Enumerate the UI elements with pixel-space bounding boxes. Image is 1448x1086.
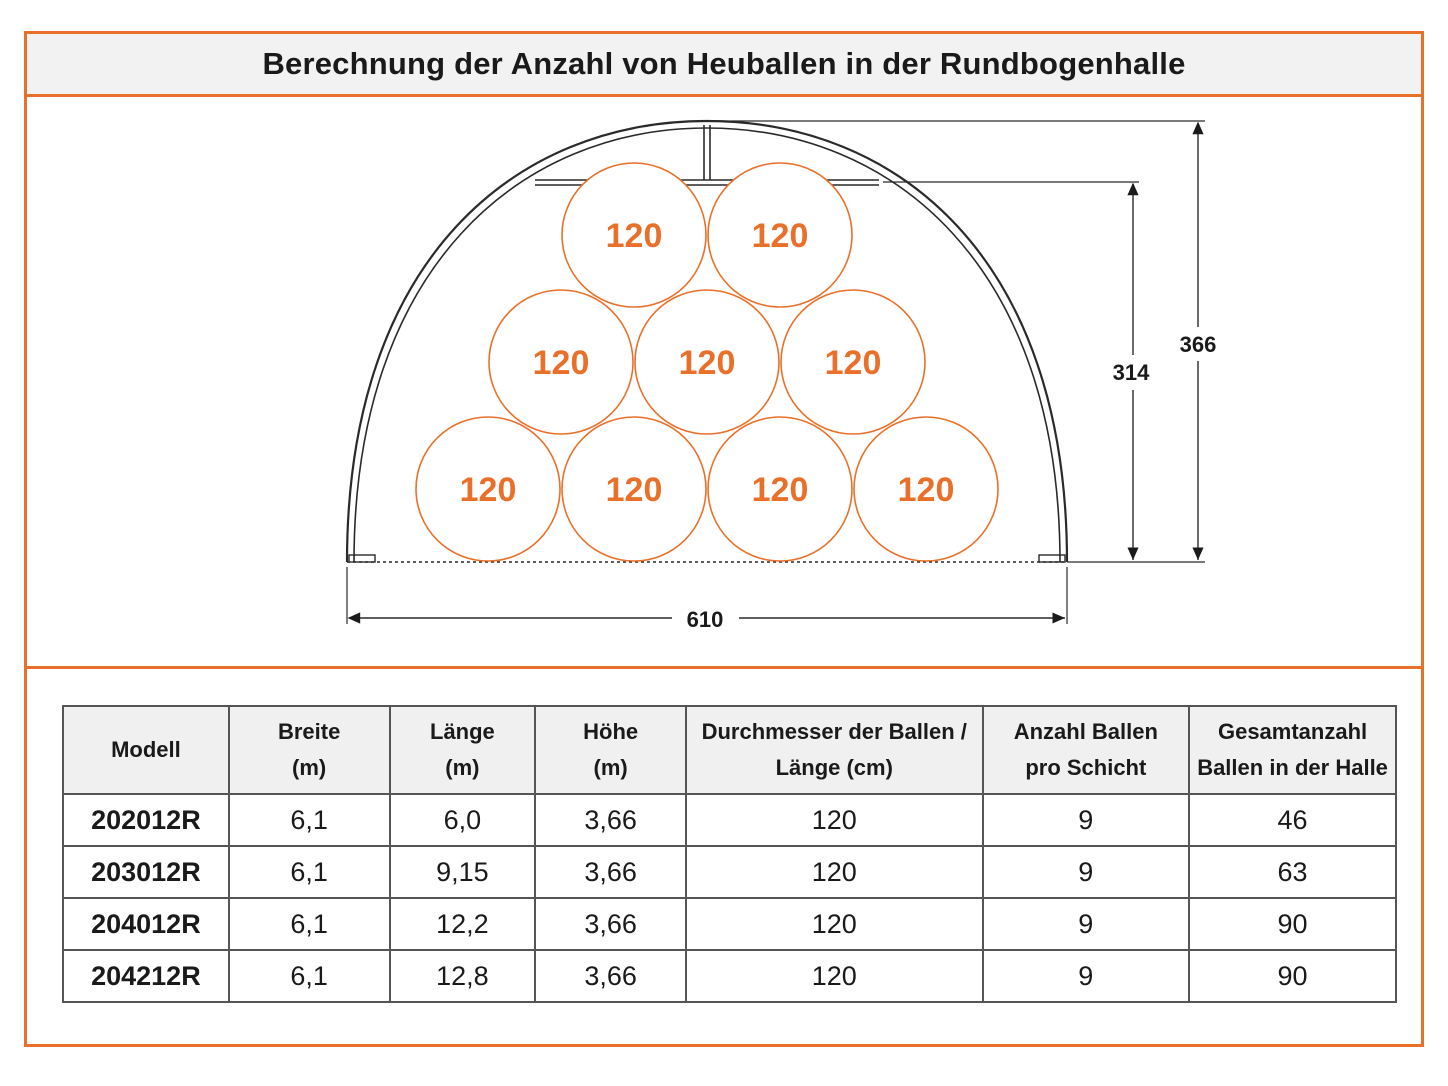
table-header-row <box>63 706 1396 794</box>
column-header-line: Länge <box>430 719 495 744</box>
inner-height-label: 314 <box>1112 360 1150 385</box>
table-cell: 9 <box>983 950 1190 1002</box>
table-cell: 3,66 <box>535 950 686 1002</box>
table-cell: 120 <box>686 846 983 898</box>
column-header-line: Breite <box>277 719 341 744</box>
table-cell: 9,15 <box>390 846 536 898</box>
column-header <box>686 706 983 794</box>
specs-table-wrap <box>62 705 1397 1003</box>
width-label: 610 <box>686 607 724 632</box>
table-cell: 63 <box>1189 846 1396 898</box>
table-row <box>63 898 1396 950</box>
table-cell: 9 <box>983 846 1190 898</box>
column-header <box>535 706 686 794</box>
table-body <box>63 794 1396 1002</box>
table-cell: 12,2 <box>390 898 536 950</box>
column-header-line: Länge (cm) <box>775 755 893 780</box>
column-header-line: (m) <box>292 755 327 780</box>
table-cell: 12,8 <box>390 950 536 1002</box>
bale-diameter-label: 120 <box>459 471 517 509</box>
table-cell: 3,66 <box>535 898 686 950</box>
column-header-line: Gesamtanzahl <box>1217 719 1368 744</box>
bale-diameter-label: 120 <box>824 344 882 382</box>
bale-diameter-label: 120 <box>751 217 809 255</box>
bale-diameter-label: 120 <box>897 471 955 509</box>
model-cell: 203012R <box>63 846 229 898</box>
table-cell: 9 <box>983 794 1190 846</box>
frame <box>24 31 1424 1047</box>
table-row <box>63 846 1396 898</box>
total-height-label: 366 <box>1179 332 1217 357</box>
column-header <box>983 706 1190 794</box>
bale-diameter-label: 120 <box>605 217 663 255</box>
table-cell: 120 <box>686 794 983 846</box>
table-cell: 3,66 <box>535 846 686 898</box>
column-header <box>63 706 229 794</box>
page-title: Berechnung der Anzahl von Heuballen in der Rundbogenhalle <box>262 46 1186 81</box>
table-cell: 6,1 <box>229 898 390 950</box>
table-cell: 6,1 <box>229 846 390 898</box>
bale-group <box>416 163 998 561</box>
title-bar <box>27 34 1421 97</box>
column-header <box>1189 706 1396 794</box>
column-header-line: (m) <box>445 755 480 780</box>
table-cell: 120 <box>686 950 983 1002</box>
column-header <box>229 706 390 794</box>
table-row <box>63 794 1396 846</box>
column-header-line: pro Schicht <box>1025 755 1147 780</box>
column-header-line: Modell <box>111 737 181 762</box>
table-cell: 90 <box>1189 898 1396 950</box>
bale-diameter-label: 120 <box>678 344 736 382</box>
table-cell: 6,1 <box>229 794 390 846</box>
table-cell: 90 <box>1189 950 1396 1002</box>
specs-table <box>62 705 1397 1003</box>
bale-diameter-label: 120 <box>751 471 809 509</box>
width-dimension <box>347 567 1067 632</box>
column-header <box>390 706 536 794</box>
model-cell: 204212R <box>63 950 229 1002</box>
hall-diagram <box>27 97 1421 667</box>
column-header-line: Anzahl Ballen <box>1013 719 1158 744</box>
column-header-line: Durchmesser der Ballen / <box>701 719 967 744</box>
model-cell: 202012R <box>63 794 229 846</box>
bale-diameter-label: 120 <box>532 344 590 382</box>
table-cell: 120 <box>686 898 983 950</box>
table-cell: 6,1 <box>229 950 390 1002</box>
section-divider <box>27 666 1421 669</box>
table-cell: 6,0 <box>390 794 536 846</box>
table-cell: 46 <box>1189 794 1396 846</box>
table-row <box>63 950 1396 1002</box>
column-header-line: Ballen in der Halle <box>1197 755 1388 780</box>
table-cell: 9 <box>983 898 1190 950</box>
column-header-line: Höhe <box>583 719 639 744</box>
table-cell: 3,66 <box>535 794 686 846</box>
model-cell: 204012R <box>63 898 229 950</box>
bale-diameter-label: 120 <box>605 471 663 509</box>
column-header-line: (m) <box>593 755 628 780</box>
